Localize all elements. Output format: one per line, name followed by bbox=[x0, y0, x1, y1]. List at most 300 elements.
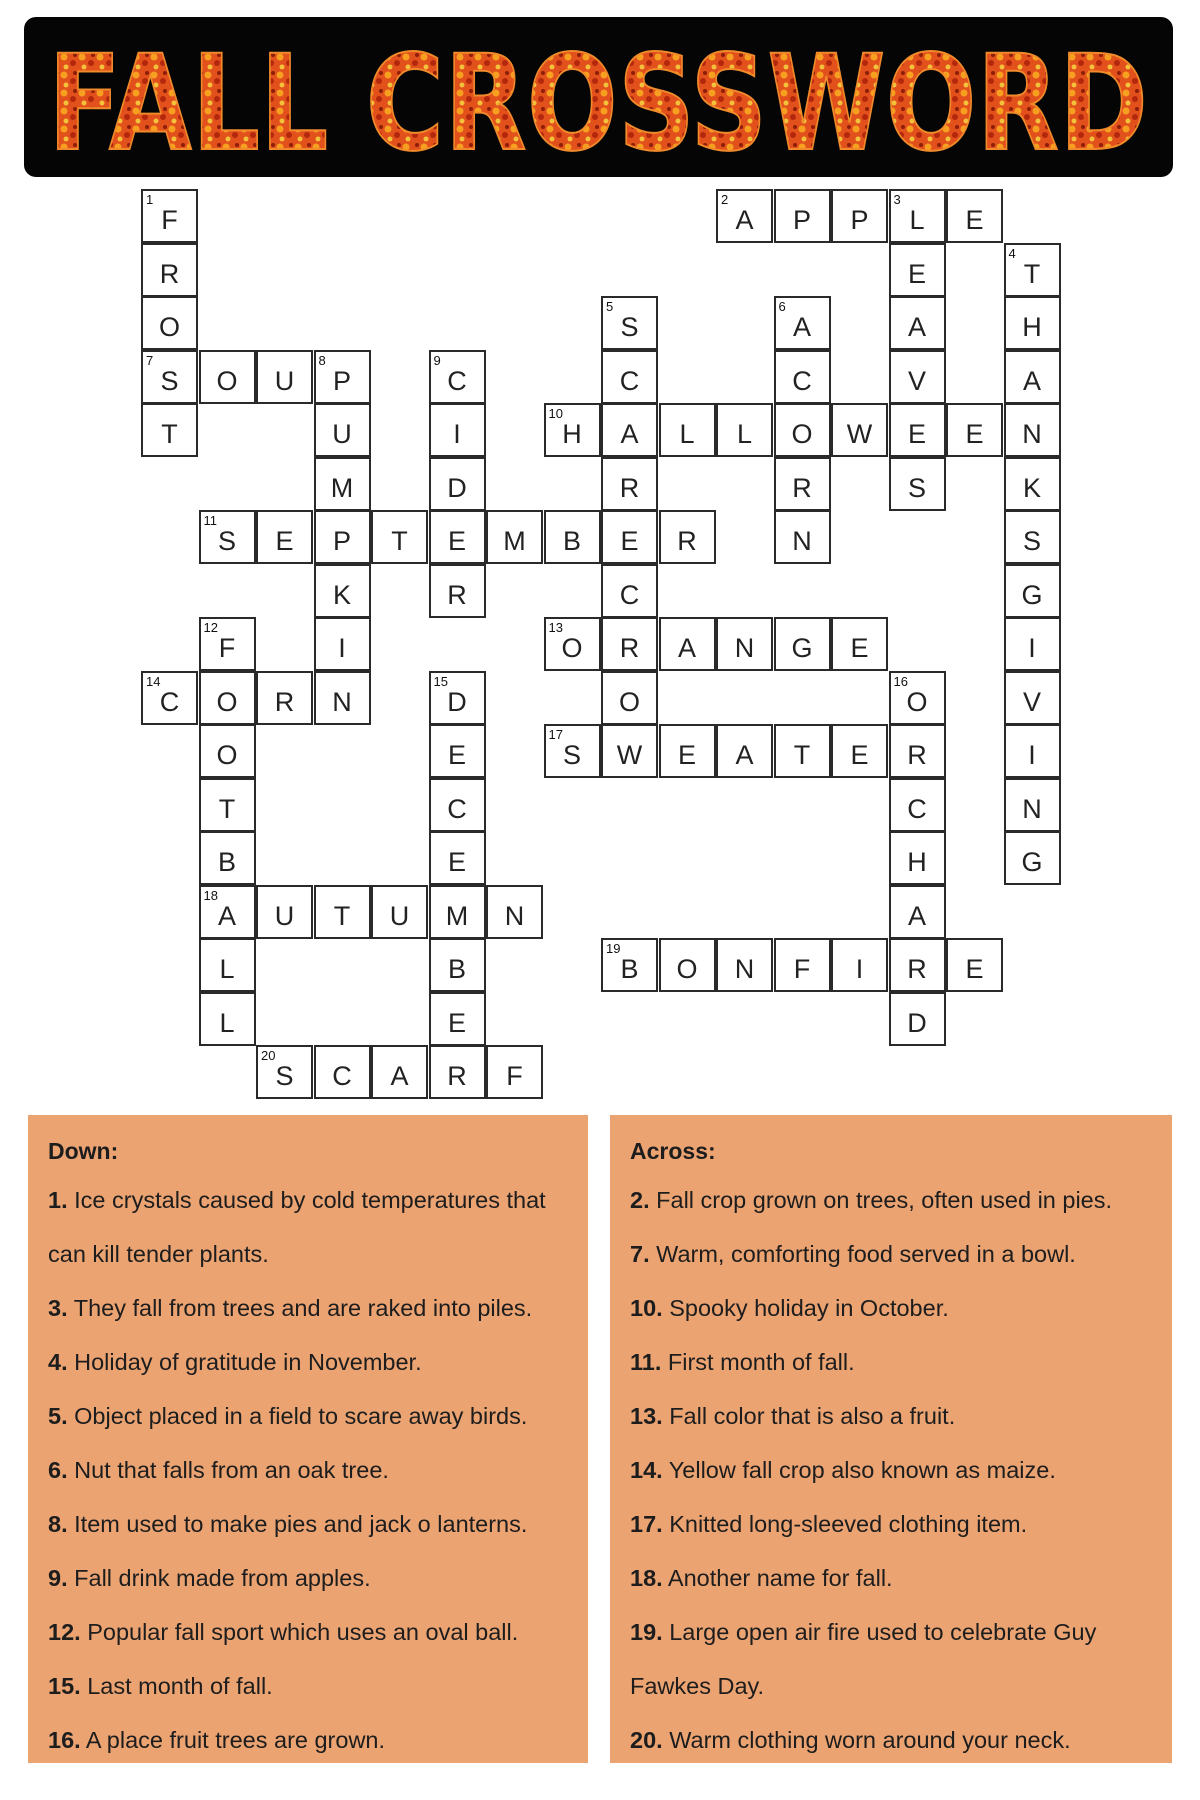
down-clue bbox=[48, 1605, 568, 1659]
across-clue bbox=[630, 1713, 1152, 1767]
grid-cell[interactable] bbox=[1004, 724, 1061, 778]
grid-cell[interactable] bbox=[199, 938, 256, 992]
cell-letter: S bbox=[620, 312, 639, 342]
cell-letter: S bbox=[907, 472, 926, 503]
grid-cell[interactable] bbox=[429, 350, 486, 404]
cell-letter: R bbox=[447, 1061, 467, 1091]
clue-number: 18 bbox=[203, 887, 218, 903]
cell-letter: T bbox=[161, 419, 178, 449]
grid-cell[interactable] bbox=[314, 457, 371, 511]
clue-text: Another name for fall. bbox=[662, 1565, 893, 1591]
grid-cell[interactable] bbox=[889, 671, 946, 725]
clue-text: Fall color that is also a fruit. bbox=[662, 1403, 956, 1429]
cell-letter: E bbox=[677, 740, 696, 770]
cell-letter: E bbox=[620, 526, 639, 556]
cell-letter: A bbox=[735, 740, 754, 770]
cell-letter: T bbox=[391, 526, 408, 556]
across-clue bbox=[630, 1497, 1152, 1551]
grid-cell[interactable] bbox=[429, 992, 486, 1046]
clue-number-label: 15. bbox=[48, 1673, 81, 1699]
grid-cell[interactable] bbox=[1004, 403, 1061, 457]
down-clue bbox=[48, 1443, 568, 1497]
clue-text: First month of fall. bbox=[661, 1349, 855, 1375]
cell-letter: U bbox=[332, 419, 352, 449]
cell-letter: E bbox=[850, 633, 869, 663]
cell-letter: V bbox=[1022, 686, 1041, 717]
cell-letter: O bbox=[216, 686, 238, 717]
grid-cell[interactable] bbox=[831, 938, 888, 992]
grid-cell[interactable] bbox=[601, 938, 658, 992]
across-clue bbox=[630, 1173, 1152, 1227]
cell-letter: C bbox=[907, 793, 927, 824]
cell-letter: B bbox=[447, 954, 466, 984]
grid-cell[interactable] bbox=[314, 1045, 371, 1099]
cell-letter: C bbox=[447, 365, 467, 396]
grid-cell[interactable] bbox=[601, 617, 658, 671]
grid-cell[interactable] bbox=[889, 189, 946, 243]
clue-number: 5 bbox=[606, 299, 614, 314]
cell-letter: U bbox=[274, 365, 295, 396]
down-clues-panel bbox=[28, 1115, 588, 1763]
grid-cell[interactable] bbox=[946, 403, 1003, 457]
grid-cell[interactable] bbox=[486, 885, 543, 939]
clue-text: Last month of fall. bbox=[80, 1673, 273, 1699]
grid-cell[interactable] bbox=[601, 671, 658, 725]
cell-letter: O bbox=[906, 686, 928, 717]
cell-letter: L bbox=[736, 419, 753, 449]
cell-letter: L bbox=[219, 1007, 235, 1038]
cell-letter: L bbox=[219, 954, 235, 984]
grid-cell[interactable] bbox=[774, 617, 831, 671]
cell-letter: A bbox=[907, 900, 926, 931]
clue-number-label: 4. bbox=[48, 1349, 68, 1375]
grid-cell[interactable] bbox=[601, 564, 658, 618]
grid-cell[interactable] bbox=[544, 403, 601, 457]
cell-letter: A bbox=[735, 205, 754, 235]
cell-letter: M bbox=[503, 526, 526, 556]
grid-cell[interactable] bbox=[199, 617, 256, 671]
clue-number: 3 bbox=[893, 192, 901, 207]
cell-letter: N bbox=[1022, 419, 1042, 449]
grid-cell[interactable] bbox=[314, 403, 371, 457]
grid-cell[interactable] bbox=[314, 510, 371, 564]
grid-cell[interactable] bbox=[141, 243, 198, 297]
grid-cell[interactable] bbox=[371, 885, 428, 939]
clue-number: 4 bbox=[1008, 245, 1016, 261]
clue-number: 2 bbox=[721, 192, 729, 207]
grid-cell[interactable] bbox=[774, 296, 831, 350]
grid-cell[interactable] bbox=[486, 1045, 543, 1099]
grid-cell[interactable] bbox=[889, 938, 946, 992]
grid-cell[interactable] bbox=[774, 938, 831, 992]
clue-text: Ice crystals caused by cold temperatures that bbox=[67, 1187, 546, 1213]
grid-cell[interactable] bbox=[774, 510, 831, 564]
grid-cell[interactable] bbox=[889, 296, 946, 350]
grid-cell[interactable] bbox=[1004, 564, 1061, 618]
cell-letter: I bbox=[453, 419, 461, 449]
cell-letter: N bbox=[504, 900, 525, 931]
cell-letter: D bbox=[447, 686, 467, 717]
cell-letter: N bbox=[734, 954, 755, 984]
clue-number-label: 7. bbox=[630, 1241, 650, 1267]
clue-text: They fall from trees and are raked into piles. bbox=[67, 1295, 533, 1321]
grid-cell[interactable] bbox=[774, 350, 831, 404]
grid-cell[interactable] bbox=[659, 403, 716, 457]
grid-cell[interactable] bbox=[946, 189, 1003, 243]
grid-cell[interactable] bbox=[256, 885, 313, 939]
down-heading: Down: bbox=[48, 1138, 119, 1164]
grid-cell[interactable] bbox=[889, 831, 946, 885]
grid-cell[interactable] bbox=[1004, 457, 1061, 511]
grid-cell[interactable] bbox=[314, 564, 371, 618]
grid-cell[interactable] bbox=[314, 350, 371, 404]
grid-cell[interactable] bbox=[429, 510, 486, 564]
grid-cell[interactable] bbox=[889, 778, 946, 832]
cell-letter: O bbox=[216, 740, 238, 770]
clue-number-label: 12. bbox=[48, 1619, 81, 1645]
grid-cell[interactable] bbox=[659, 724, 716, 778]
across-clue bbox=[630, 1443, 1152, 1497]
cell-letter: C bbox=[792, 365, 812, 396]
cell-letter: A bbox=[217, 900, 236, 931]
grid-cell[interactable] bbox=[601, 724, 658, 778]
grid-cell[interactable] bbox=[544, 510, 601, 564]
cell-letter: N bbox=[734, 633, 755, 663]
clue-number-label: 19. bbox=[630, 1619, 663, 1645]
clue-number: 20 bbox=[261, 1048, 276, 1063]
grid-cell[interactable] bbox=[199, 992, 256, 1046]
across-clue bbox=[630, 1335, 1152, 1389]
page-title: FALL CROSSWORD bbox=[48, 27, 1148, 177]
cell-letter: S bbox=[160, 365, 179, 396]
grid-cell[interactable] bbox=[371, 1045, 428, 1099]
grid-cell[interactable] bbox=[429, 403, 486, 457]
grid-cell[interactable] bbox=[889, 350, 946, 404]
grid-cell[interactable] bbox=[199, 885, 256, 939]
clue-number: 19 bbox=[606, 941, 621, 956]
clue-text: Fall crop grown on trees, often used in pies. bbox=[649, 1187, 1113, 1213]
cell-letter: C bbox=[332, 1061, 352, 1091]
down-clue bbox=[48, 1713, 568, 1767]
cell-letter: B bbox=[217, 847, 236, 877]
grid-cell[interactable] bbox=[429, 938, 486, 992]
cell-letter: E bbox=[907, 419, 926, 449]
cell-letter: E bbox=[907, 258, 926, 289]
clue-text: A place fruit trees are grown. bbox=[80, 1727, 386, 1753]
cell-letter: R bbox=[907, 740, 927, 770]
cell-letter: T bbox=[218, 793, 236, 824]
grid-cell[interactable] bbox=[199, 510, 256, 564]
grid-cell[interactable] bbox=[199, 831, 256, 885]
grid-cell[interactable] bbox=[544, 617, 601, 671]
grid-cell[interactable] bbox=[199, 671, 256, 725]
across-clue bbox=[630, 1389, 1152, 1443]
clue-number: 12 bbox=[203, 620, 218, 635]
across-clue bbox=[630, 1605, 1152, 1659]
cell-letter: F bbox=[506, 1061, 523, 1091]
grid-cell[interactable] bbox=[1004, 778, 1061, 832]
grid-cell[interactable] bbox=[141, 189, 198, 243]
cell-letter: O bbox=[158, 312, 180, 342]
down-clue bbox=[48, 1227, 568, 1281]
cell-letter: U bbox=[274, 900, 295, 931]
cell-letter: E bbox=[965, 954, 984, 984]
grid-cell[interactable] bbox=[889, 992, 946, 1046]
grid-cell[interactable] bbox=[716, 724, 773, 778]
across-clues-panel bbox=[610, 1115, 1172, 1763]
cell-letter: P bbox=[792, 205, 811, 235]
grid-cell[interactable] bbox=[141, 671, 198, 725]
clue-number-label: 18. bbox=[630, 1565, 663, 1591]
grid-cell[interactable] bbox=[141, 350, 198, 404]
cell-letter: K bbox=[332, 579, 351, 610]
grid-cell[interactable] bbox=[1004, 510, 1061, 564]
down-clue bbox=[48, 1551, 568, 1605]
cell-letter: F bbox=[793, 954, 811, 984]
cell-letter: N bbox=[1022, 793, 1042, 824]
grid-cell[interactable] bbox=[889, 724, 946, 778]
grid-cell[interactable] bbox=[199, 724, 256, 778]
grid-cell[interactable] bbox=[601, 296, 658, 350]
grid-cell[interactable] bbox=[429, 457, 486, 511]
cell-letter: W bbox=[616, 740, 643, 770]
cell-letter: N bbox=[792, 526, 812, 556]
cell-letter: D bbox=[907, 1007, 927, 1038]
clue-number-label: 17. bbox=[630, 1511, 663, 1537]
down-clue bbox=[48, 1389, 568, 1443]
clue-number-label: 10. bbox=[630, 1295, 663, 1321]
grid-cell[interactable] bbox=[889, 243, 946, 297]
grid-cell[interactable] bbox=[774, 457, 831, 511]
cell-letter: S bbox=[275, 1061, 294, 1091]
clue-number: 6 bbox=[778, 299, 786, 314]
cell-letter: S bbox=[562, 740, 581, 770]
cell-letter: C bbox=[447, 793, 467, 824]
grid-cell[interactable] bbox=[659, 617, 716, 671]
grid-cell[interactable] bbox=[601, 350, 658, 404]
cell-letter: R bbox=[619, 633, 640, 663]
grid-cell[interactable] bbox=[486, 510, 543, 564]
grid-cell[interactable] bbox=[429, 671, 486, 725]
clue-number-label: 11. bbox=[630, 1349, 662, 1375]
grid-cell[interactable] bbox=[831, 403, 888, 457]
clue-text: Popular fall sport which uses an oval ball. bbox=[80, 1619, 519, 1645]
cell-letter: T bbox=[1023, 258, 1041, 289]
grid-cell[interactable] bbox=[716, 938, 773, 992]
cell-letter: I bbox=[338, 633, 346, 663]
cell-letter: C bbox=[619, 579, 640, 610]
cell-letter: H bbox=[562, 419, 582, 449]
grid-cell[interactable] bbox=[429, 1045, 486, 1099]
grid-cell[interactable] bbox=[831, 617, 888, 671]
grid-cell[interactable] bbox=[716, 189, 773, 243]
clue-number: 8 bbox=[318, 352, 326, 368]
grid-cell[interactable] bbox=[371, 510, 428, 564]
grid-cell[interactable] bbox=[141, 403, 198, 457]
cell-letter: I bbox=[1028, 633, 1036, 663]
cell-letter: B bbox=[620, 954, 639, 984]
clue-number: 13 bbox=[548, 620, 563, 635]
cell-letter: A bbox=[390, 1061, 409, 1091]
cell-letter: G bbox=[791, 633, 813, 663]
cell-letter: E bbox=[447, 847, 466, 877]
grid-cell[interactable] bbox=[314, 617, 371, 671]
clue-number-label: 14. bbox=[630, 1457, 663, 1483]
clue-text: Spooky holiday in October. bbox=[662, 1295, 949, 1321]
grid-cell[interactable] bbox=[256, 671, 313, 725]
grid-cell[interactable] bbox=[429, 831, 486, 885]
grid-cell[interactable] bbox=[774, 724, 831, 778]
cell-letter: A bbox=[907, 312, 926, 342]
cell-letter: G bbox=[1021, 579, 1043, 610]
grid-cell[interactable] bbox=[946, 938, 1003, 992]
cell-letter: R bbox=[619, 472, 640, 503]
cell-letter: W bbox=[846, 419, 873, 449]
cell-letter: O bbox=[216, 365, 238, 396]
grid-cell[interactable] bbox=[601, 457, 658, 511]
cell-letter: R bbox=[274, 686, 295, 717]
cell-letter: K bbox=[1022, 472, 1041, 503]
clue-text: Nut that falls from an oak tree. bbox=[67, 1457, 389, 1483]
cell-letter: V bbox=[907, 365, 926, 396]
cell-letter: I bbox=[855, 954, 864, 984]
grid-cell[interactable] bbox=[1004, 350, 1061, 404]
down-clue bbox=[48, 1659, 568, 1713]
cell-letter: A bbox=[792, 312, 811, 342]
cell-letter: E bbox=[275, 526, 294, 556]
cell-letter: C bbox=[159, 686, 180, 717]
cell-letter: R bbox=[447, 579, 467, 610]
grid-cell[interactable] bbox=[659, 938, 716, 992]
cell-letter: E bbox=[447, 1007, 466, 1038]
grid-cell[interactable] bbox=[716, 617, 773, 671]
clue-number-label: 5. bbox=[48, 1403, 68, 1429]
grid-cell[interactable] bbox=[429, 778, 486, 832]
cell-letter: E bbox=[965, 205, 984, 235]
down-clue bbox=[48, 1335, 568, 1389]
cell-letter: S bbox=[1022, 526, 1041, 556]
cell-letter: G bbox=[1021, 847, 1043, 877]
cell-letter: C bbox=[619, 365, 640, 396]
grid-cell[interactable] bbox=[889, 403, 946, 457]
cell-letter: L bbox=[679, 419, 695, 449]
cell-letter: E bbox=[965, 419, 984, 449]
grid-cell[interactable] bbox=[774, 403, 831, 457]
clue-text: Large open air fire used to celebrate Guy bbox=[662, 1619, 1097, 1645]
cell-letter: M bbox=[330, 472, 354, 503]
cell-letter: P bbox=[332, 365, 351, 396]
across-heading: Across: bbox=[630, 1138, 716, 1164]
cell-letter: R bbox=[677, 526, 697, 556]
grid-cell[interactable] bbox=[1004, 617, 1061, 671]
clue-text: Fawkes Day. bbox=[630, 1673, 765, 1699]
clue-number-label: 16. bbox=[48, 1727, 81, 1753]
grid-cell[interactable] bbox=[716, 403, 773, 457]
cell-letter: E bbox=[447, 740, 466, 770]
down-clue bbox=[48, 1281, 568, 1335]
clue-number-label: 20. bbox=[630, 1727, 663, 1753]
cell-letter: T bbox=[333, 900, 351, 931]
grid-cell[interactable] bbox=[601, 510, 658, 564]
clue-text: Object placed in a field to scare away birds. bbox=[67, 1403, 528, 1429]
across-clue bbox=[630, 1659, 1152, 1713]
clue-text: Knitted long-sleeved clothing item. bbox=[662, 1511, 1028, 1537]
grid-cell[interactable] bbox=[199, 778, 256, 832]
grid-cell[interactable] bbox=[429, 885, 486, 939]
cell-letter: P bbox=[332, 526, 351, 556]
clue-number-label: 8. bbox=[48, 1511, 68, 1537]
cell-letter: M bbox=[445, 900, 469, 931]
grid-cell[interactable] bbox=[601, 403, 658, 457]
clue-text: Holiday of gratitude in November. bbox=[67, 1349, 422, 1375]
grid-cell[interactable] bbox=[889, 457, 946, 511]
clue-text: Item used to make pies and jack o lanterns. bbox=[67, 1511, 528, 1537]
grid-cell[interactable] bbox=[199, 350, 256, 404]
cell-letter: A bbox=[677, 633, 696, 663]
cell-letter: H bbox=[907, 847, 927, 877]
across-clue bbox=[630, 1281, 1152, 1335]
clue-text: Warm, comforting food served in a bowl. bbox=[649, 1241, 1076, 1267]
clue-number: 17 bbox=[548, 727, 563, 742]
grid-cell[interactable] bbox=[1004, 831, 1061, 885]
cell-letter: A bbox=[620, 419, 639, 449]
cell-letter: O bbox=[676, 954, 698, 984]
grid-cell[interactable] bbox=[256, 510, 313, 564]
clue-number-label: 6. bbox=[48, 1457, 68, 1483]
cell-letter: D bbox=[447, 472, 467, 503]
grid-cell[interactable] bbox=[429, 724, 486, 778]
clue-text: Fall drink made from apples. bbox=[67, 1565, 371, 1591]
grid-cell[interactable] bbox=[831, 724, 888, 778]
across-clue bbox=[630, 1227, 1152, 1281]
cell-letter: T bbox=[793, 740, 811, 770]
cell-letter: N bbox=[332, 686, 352, 717]
grid-cell[interactable] bbox=[1004, 243, 1061, 297]
grid-cell[interactable] bbox=[544, 724, 601, 778]
grid-cell[interactable] bbox=[831, 189, 888, 243]
cell-letter: L bbox=[909, 205, 925, 235]
grid-cell[interactable] bbox=[314, 885, 371, 939]
cell-letter: H bbox=[1022, 312, 1042, 342]
cell-letter: R bbox=[159, 258, 180, 289]
grid-cell[interactable] bbox=[1004, 671, 1061, 725]
cell-letter: E bbox=[447, 526, 466, 556]
clue-number-label: 13. bbox=[630, 1403, 663, 1429]
cell-letter: E bbox=[850, 740, 869, 770]
clue-number-label: 1. bbox=[48, 1187, 68, 1213]
clue-number-label: 2. bbox=[630, 1187, 650, 1213]
cell-letter: U bbox=[389, 900, 410, 931]
grid-cell[interactable] bbox=[889, 885, 946, 939]
clue-number: 10 bbox=[548, 406, 563, 421]
clue-number-label: 3. bbox=[48, 1295, 68, 1321]
cell-letter: O bbox=[791, 419, 813, 449]
clue-number: 7 bbox=[146, 352, 154, 368]
grid-cell[interactable] bbox=[1004, 296, 1061, 350]
grid-cell[interactable] bbox=[659, 510, 716, 564]
cell-letter: O bbox=[618, 686, 640, 717]
grid-cell[interactable] bbox=[256, 1045, 313, 1099]
grid-cell[interactable] bbox=[429, 564, 486, 618]
clue-text: Yellow fall crop also known as maize. bbox=[662, 1457, 1056, 1483]
grid-cell[interactable] bbox=[256, 350, 313, 404]
grid-cell[interactable] bbox=[314, 671, 371, 725]
cell-letter: F bbox=[218, 633, 236, 663]
grid-cell[interactable] bbox=[774, 189, 831, 243]
grid-cell[interactable] bbox=[141, 296, 198, 350]
cell-letter: R bbox=[907, 954, 927, 984]
cell-letter: I bbox=[1028, 740, 1036, 770]
